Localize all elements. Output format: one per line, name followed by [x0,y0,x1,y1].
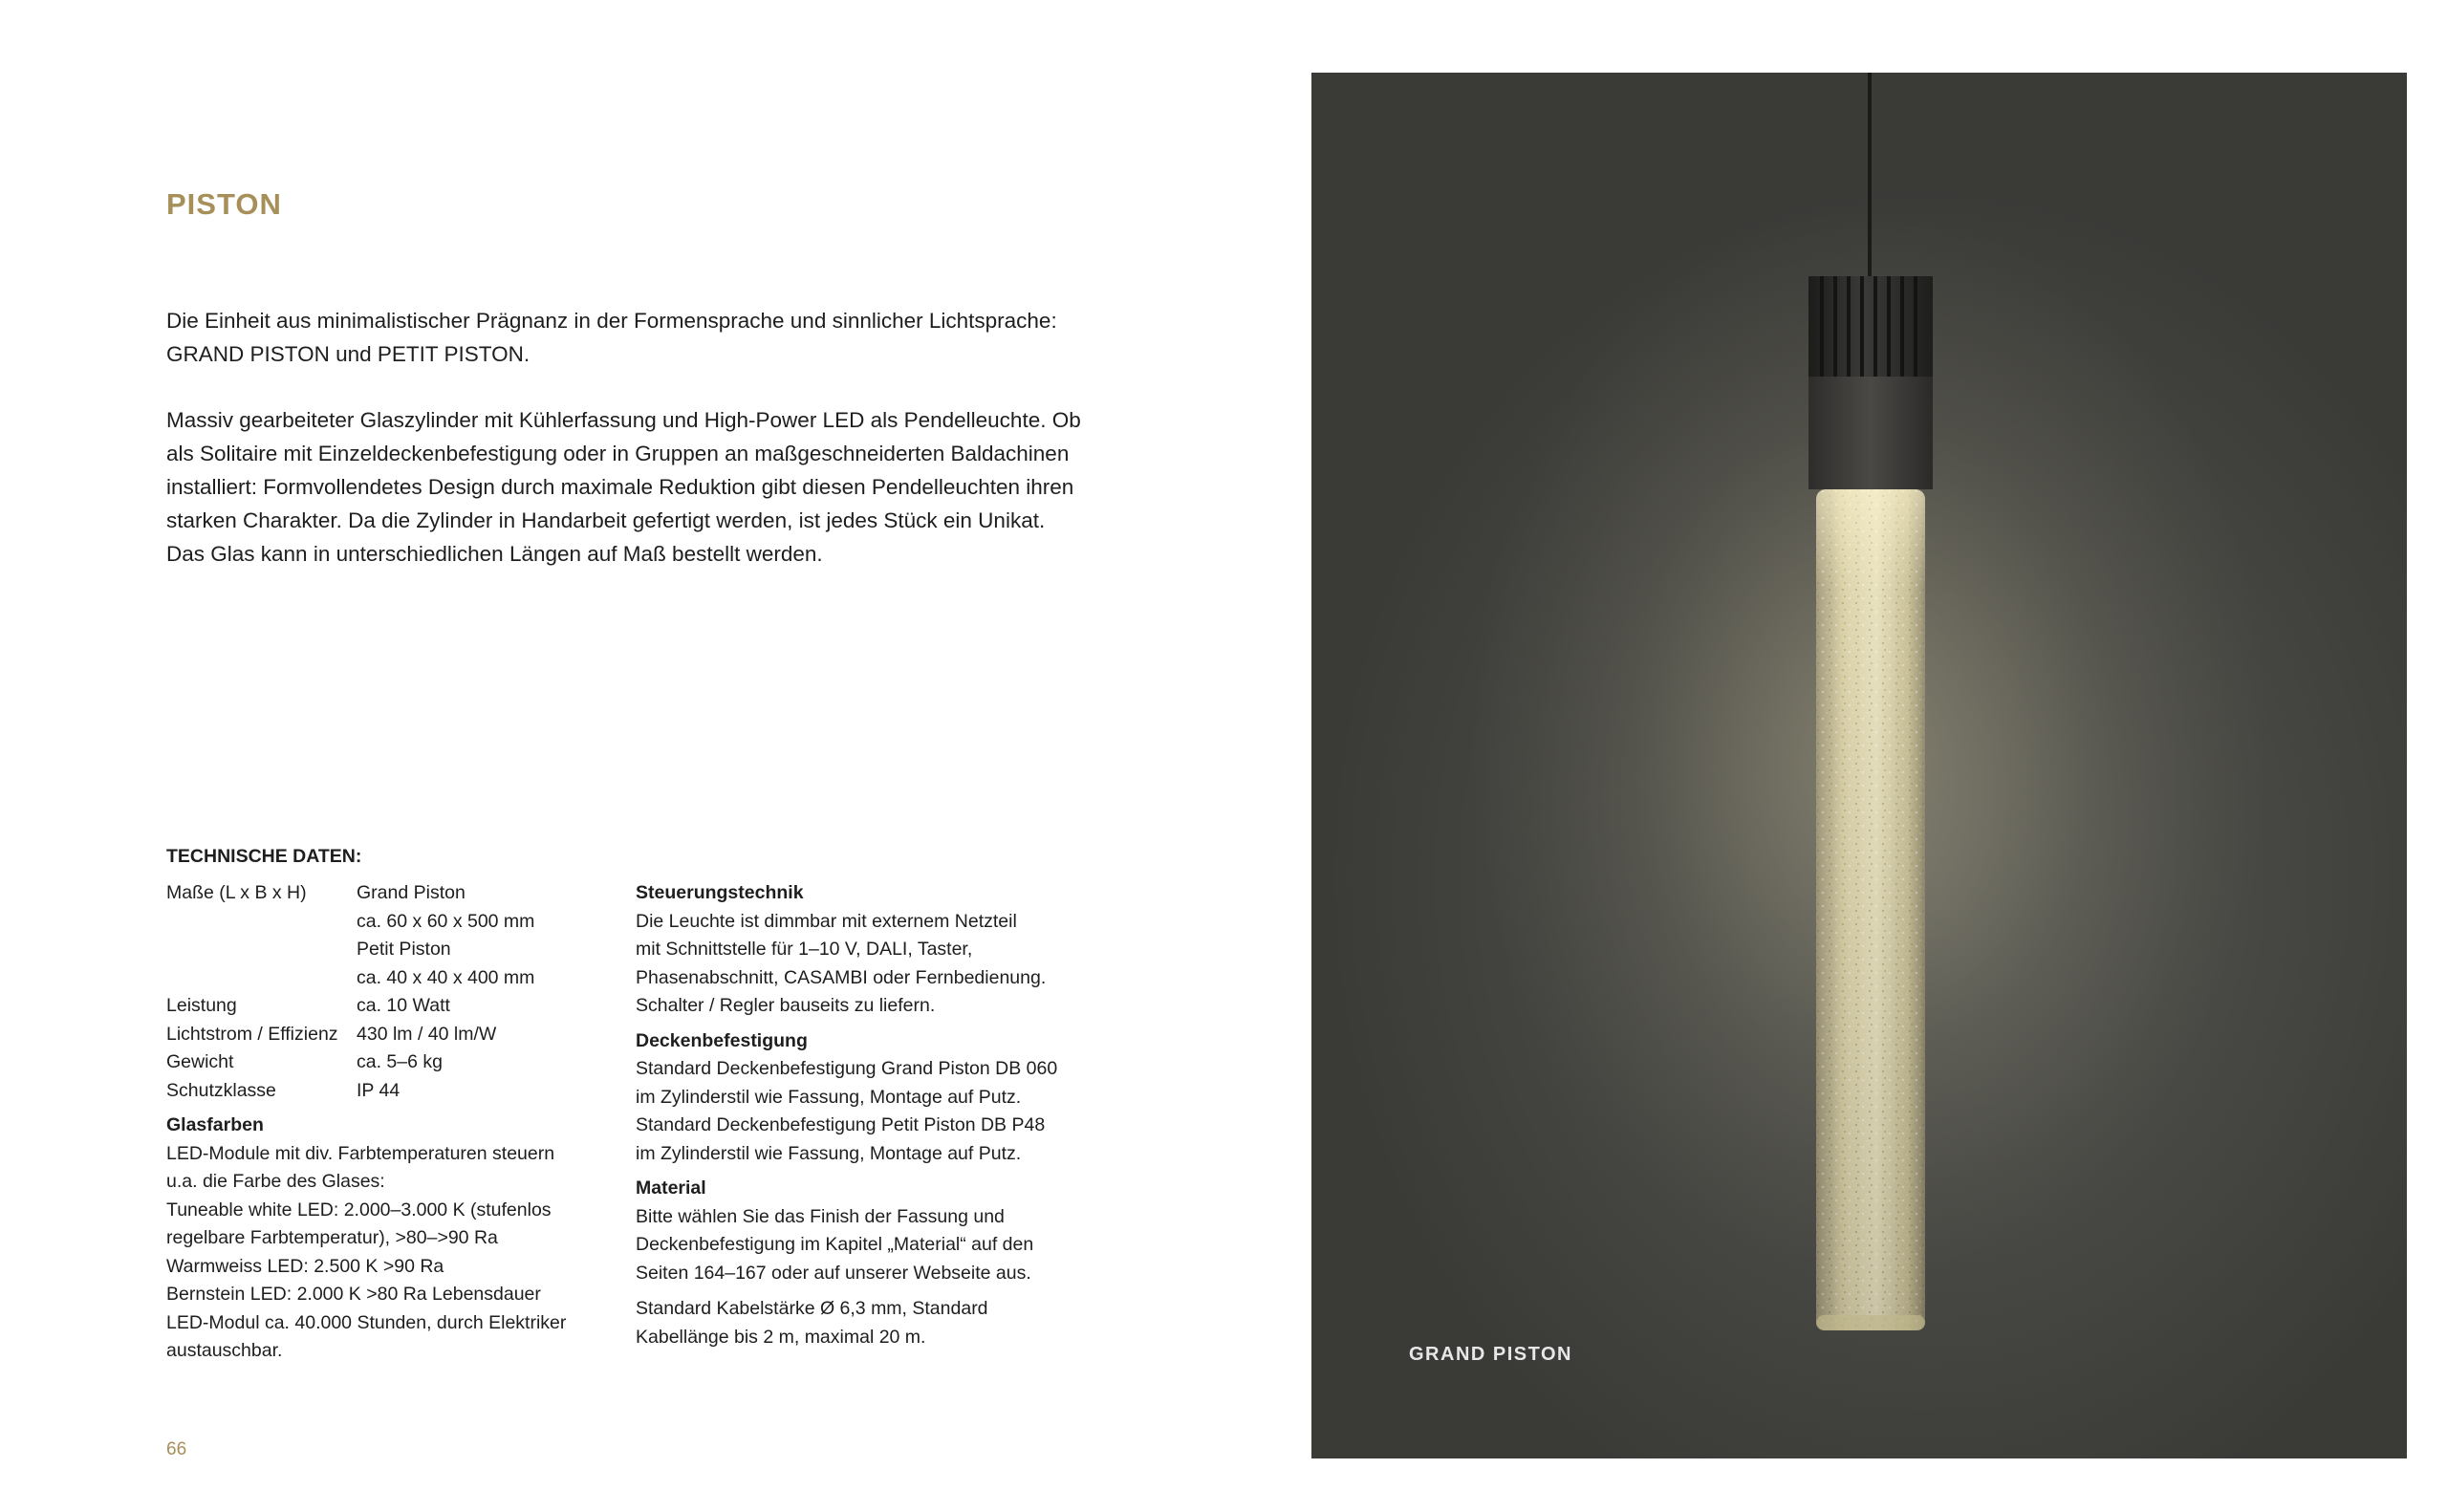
text-line: Bernstein LED: 2.000 K >80 Ra Lebensdauer [166,1284,541,1305]
glasfarben-text [166,1140,606,1366]
spec-value: ca. 5–6 kg [357,1051,443,1072]
spec-row [166,1048,606,1077]
material-title: Material [636,1177,706,1199]
spec-row [166,908,606,937]
cable [1868,73,1872,278]
deckenbefestigung-text [636,1055,1085,1168]
text-line: Tuneable white LED: 2.000–3.000 K (stufenlos [166,1199,552,1220]
text-line: Kabellänge bis 2 m, maximal 20 m. [636,1326,926,1348]
spec-key: Leistung [166,995,237,1016]
spec-value: ca. 40 x 40 x 400 mm [357,966,535,988]
spec-value: Petit Piston [357,939,451,960]
spec-key [166,908,357,937]
spec-row [166,992,606,1021]
text-line: regelbare Farbtemperatur), >80–>90 Ra [166,1227,498,1248]
text-line: Seiten 164–167 oder auf unserer Webseite aus. [636,1262,1031,1284]
product-photo [1311,73,2407,1458]
spec-key [166,936,357,964]
spec-row [166,879,606,908]
intro-text [166,304,1084,603]
cable-text [636,1295,1085,1351]
text-line: Schalter / Regler bauseits zu liefern. [636,995,936,1016]
spec-row [166,1021,606,1049]
intro-paragraph-2: Massiv gearbeiteter Glaszylinder mit Kühlerfassung und High-Power LED als Pendelleuchte. Ob als Solitaire mit Einzeldeckenbefestigung oder in Gruppen an maßgeschneiderten Baldachinen installiert: Formvollendetes Design durch maximale Reduktion gibt diesen Pendelleuchten ihren starken Charakter. Da die Zylinder in Handarbeit gefertigt werden, ist jedes Stück ein Unikat. Das Glas kann in unterschiedlichen Längen auf Maß bestellt werden. [166,408,1081,566]
text-line: mit Schnittstelle für 1–10 V, DALI, Taster, [636,939,973,960]
spec-value: ca. 60 x 60 x 500 mm [357,910,535,932]
spec-key [166,964,357,993]
spec-value: IP 44 [357,1079,401,1101]
steuerung-title: Steuerungstechnik [636,882,804,903]
glass-cylinder [1816,489,1925,1330]
text-line: Standard Kabelstärke Ø 6,3 mm, Standard [636,1298,988,1319]
text-line: Warmweiss LED: 2.500 K >90 Ra [166,1255,444,1277]
text-line: Bitte wählen Sie das Finish der Fassung und [636,1205,1005,1227]
spec-row [166,1077,606,1106]
text-line: im Zylinderstil wie Fassung, Montage auf Putz. [636,1142,1022,1164]
spec-table [166,879,606,1105]
page-number: 66 [166,1439,187,1459]
text-line: Standard Deckenbefestigung Petit Piston DB P48 [636,1114,1046,1135]
photo-caption: GRAND PISTON [1409,1344,1572,1365]
glasfarben-title: Glasfarben [166,1114,264,1135]
page-title: PISTON [166,187,282,221]
intro-paragraph-1: Die Einheit aus minimalistischer Prägnanz in der Formensprache und sinnlicher Lichtsprache: GRAND PISTON und PETIT PISTON. [166,309,1057,366]
text-line: Phasenabschnitt, CASAMBI oder Fernbedienung. [636,966,1047,988]
text-line: LED-Module mit div. Farbtemperaturen steuern [166,1142,555,1164]
material-text [636,1203,1085,1288]
steuerung-text [636,908,1085,1021]
text-line: Die Leuchte ist dimmbar mit externem Netzteil [636,910,1017,932]
text-line: im Zylinderstil wie Fassung, Montage auf Putz. [636,1086,1022,1108]
spec-row [166,964,606,993]
spec-key: Schutzklasse [166,1079,276,1101]
spec-value: Grand Piston [357,882,466,903]
cooling-fitting [1808,276,1933,489]
text-line: Standard Deckenbefestigung Grand Piston DB 060 [636,1058,1058,1079]
text-line: u.a. die Farbe des Glases: [166,1171,385,1192]
spec-key: Gewicht [166,1051,234,1072]
text-line: Deckenbefestigung im Kapitel „Material“ auf den [636,1234,1034,1255]
text-line: austauschbar. [166,1340,283,1361]
spec-value: 430 lm / 40 lm/W [357,1023,497,1045]
tech-right-column [636,879,1085,1351]
spec-row [166,936,606,964]
spec-key: Lichtstrom / Effizienz [166,1023,338,1045]
spec-key: Maße (L x B x H) [166,882,307,903]
tech-left-column [166,879,606,1366]
deckenbefestigung-title: Deckenbefestigung [636,1029,808,1051]
tech-data-heading: TECHNISCHE DATEN: [166,846,362,867]
spec-value: ca. 10 Watt [357,995,450,1016]
text-line: LED-Modul ca. 40.000 Stunden, durch Elektriker [166,1311,567,1333]
pendant-lamp-illustration [1311,73,2407,1458]
